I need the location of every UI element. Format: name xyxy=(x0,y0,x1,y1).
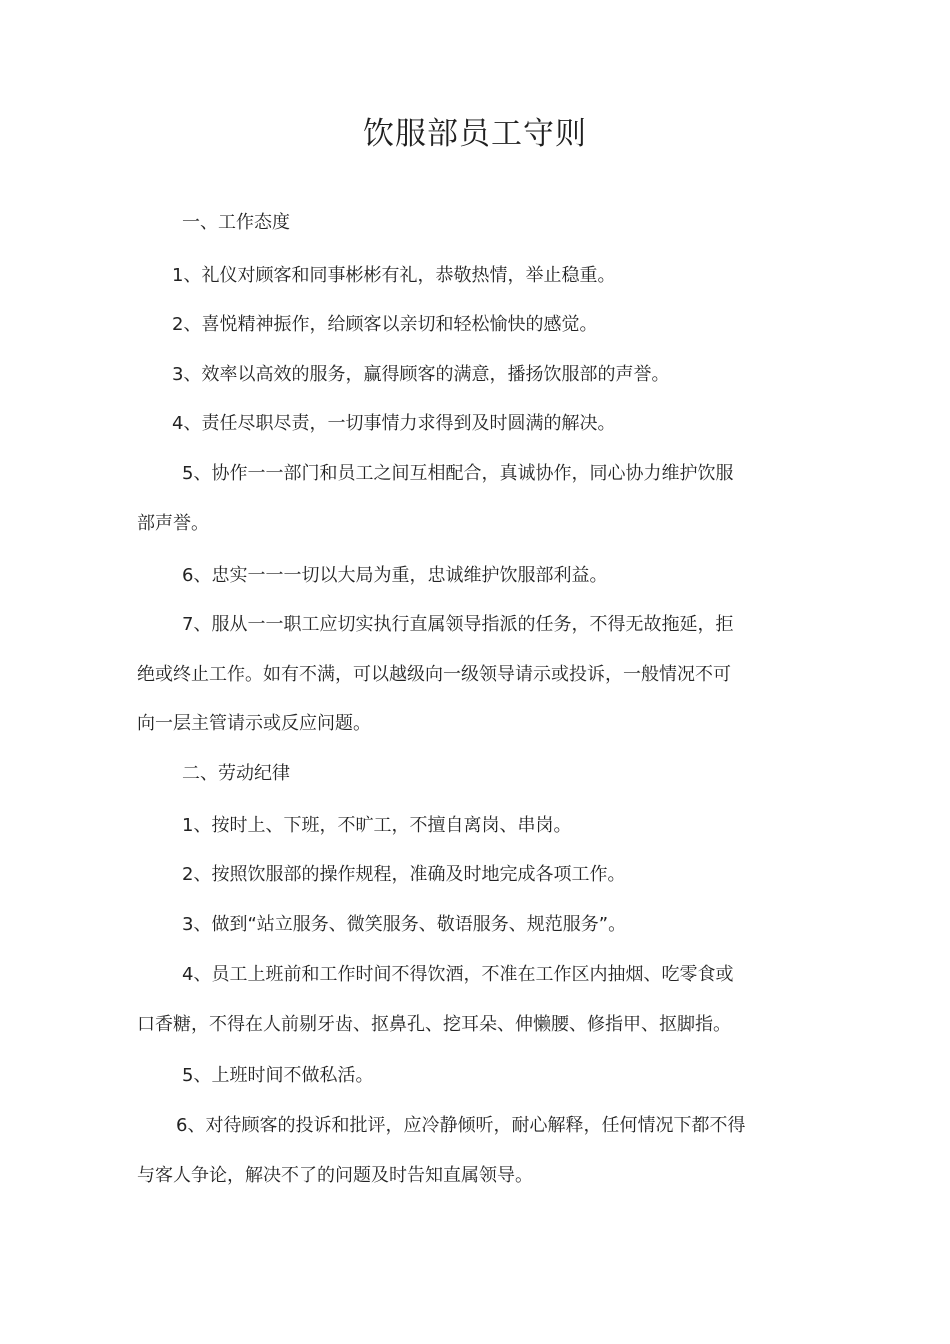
paragraph-line: 3、做到“站立服务、微笑服务、敬语服务、规范服务”。 xyxy=(182,914,627,935)
paragraph-line: 绝或终止工作。如有不满，可以越级向一级领导请示或投诉，一般情况不可 xyxy=(137,664,731,685)
paragraph-line: 5、上班时间不做私活。 xyxy=(182,1065,374,1086)
paragraph-line: 6、对待顾客的投诉和批评，应冷静倾听，耐心解释，任何情况下都不得 xyxy=(176,1115,746,1136)
paragraph-line: 与客人争论，解决不了的问题及时告知直属领导。 xyxy=(137,1165,533,1186)
paragraph-line: 1、按时上、下班，不旷工，不擅自离岗、串岗。 xyxy=(182,815,572,836)
paragraph-line: 2、按照饮服部的操作规程，准确及时地完成各项工作。 xyxy=(182,864,626,885)
paragraph-line: 7、服从一一职工应切实执行直属领导指派的任务，不得无故拖延，拒 xyxy=(182,614,734,635)
paragraph-line: 3、效率以高效的服务，赢得顾客的满意，播扬饮服部的声誉。 xyxy=(172,364,670,385)
paragraph-line: 向一层主管请示或反应问题。 xyxy=(137,713,371,734)
paragraph-line: 6、忠实一一一切以大局为重，忠诚维护饮服部利益。 xyxy=(182,565,608,586)
section-heading-labor-discipline: 二、劳动纪律 xyxy=(182,763,290,784)
paragraph-line: 部声誉。 xyxy=(137,513,209,534)
paragraph-line: 1、礼仪对顾客和同事彬彬有礼，恭敬热情，举止稳重。 xyxy=(172,265,616,286)
paragraph-line: 2、喜悦精神振作，给顾客以亲切和轻松愉快的感觉。 xyxy=(172,314,598,335)
paragraph-line: 口香糖，不得在人前剔牙齿、抠鼻孔、挖耳朵、伸懒腰、修指甲、抠脚指。 xyxy=(137,1014,731,1035)
section-heading-work-attitude: 一、工作态度 xyxy=(182,212,290,233)
paragraph-line: 4、员工上班前和工作时间不得饮酒，不准在工作区内抽烟、吃零食或 xyxy=(182,964,734,985)
paragraph-line: 4、责任尽职尽责，一切事情力求得到及时圆满的解决。 xyxy=(172,413,616,434)
paragraph-line: 5、协作一一部门和员工之间互相配合，真诚协作，同心协力维护饮服 xyxy=(182,463,734,484)
document-title: 饮服部员工守则 xyxy=(363,116,587,152)
